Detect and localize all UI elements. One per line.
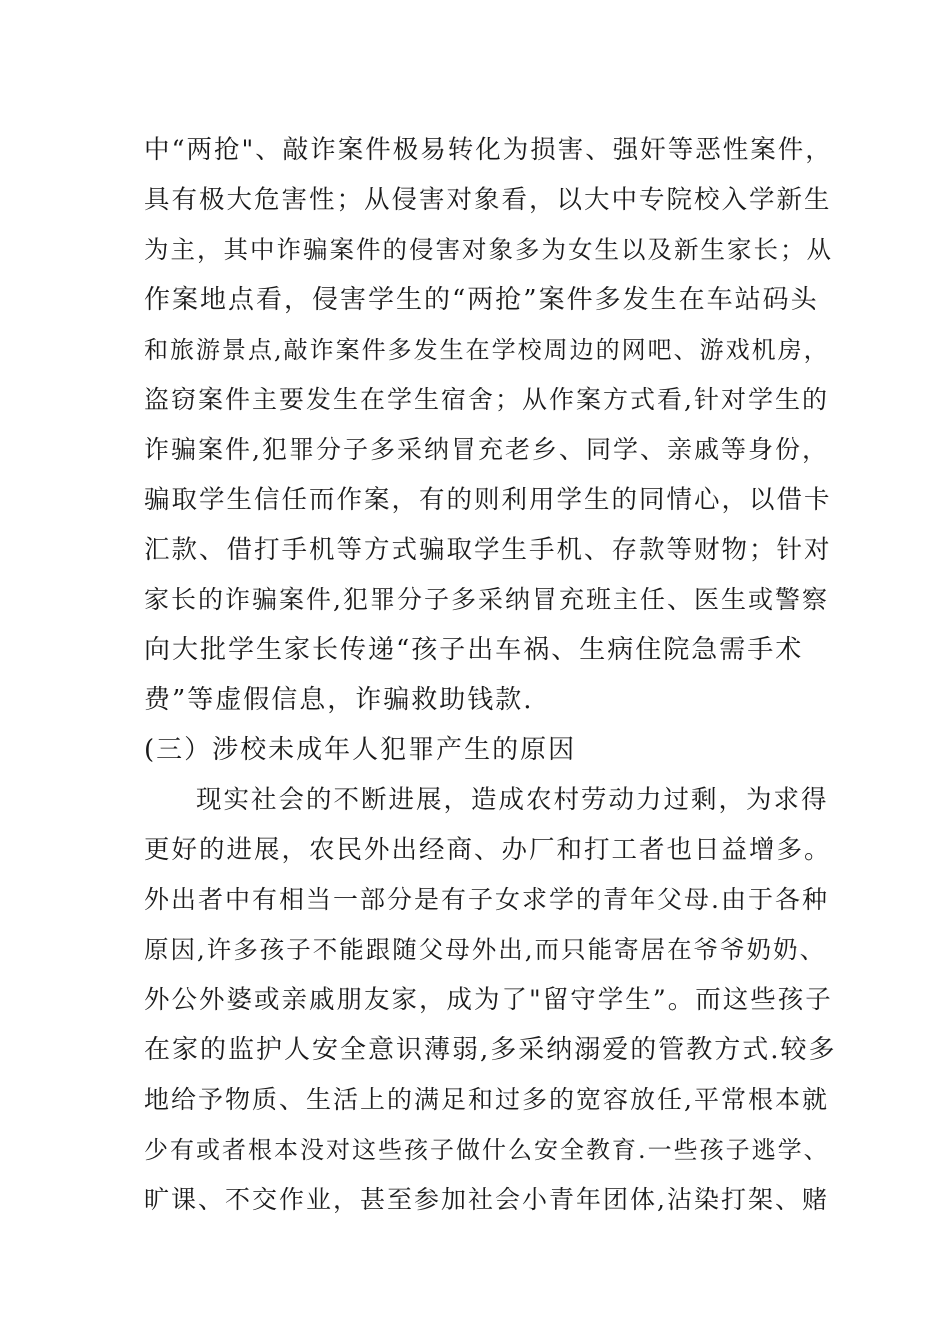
text-line: 诈骗案件,犯罪分子多采纳冒充老乡、同学、亲戚等身份， [144,435,829,464]
text-line: 具有极大危害性；从侵害对象看，以大中专院校入学新生 [144,185,832,215]
text-line: 向大批学生家长传递“孩子出车祸、生病住院急需手术 [144,635,804,665]
text-line: 作案地点看，侵害学生的“两抢”案件多发生在车站码头 [144,285,819,315]
text-line: 骗取学生信任而作案，有的则利用学生的同情心，以借卡 [144,485,832,515]
text-line: 少有或者根本没对这些孩子做什么安全教育.一些孩子逃学、 [144,1136,830,1164]
section-heading: (三）涉校未成年人犯罪产生的原因 [144,735,577,765]
text-line: 更好的进展，农民外出经商、办厂和打工者也日益增多。 [144,835,832,865]
text-line: 旷课、不交作业，甚至参加社会小青年团体,沾染打架、赌 [144,1185,829,1214]
paragraph-first-line: 现实社会的不断进展，造成农村劳动力过剩，为求得 [196,785,829,815]
text-line: 中“两抢"、敲诈案件极易转化为损害、强奸等恶性案件， [144,135,833,165]
text-line: 在家的监护人安全意识薄弱,多采纳溺爱的管教方式.较多 [144,1035,837,1065]
text-line: 为主，其中诈骗案件的侵害对象多为女生以及新生家长；从 [144,235,833,264]
text-line: 外公外婆或亲戚朋友家，成为了"留守学生”。而这些孩子 [144,985,833,1015]
text-line: 费”等虚假信息，诈骗救助钱款. [144,685,534,715]
text-line: 汇款、借打手机等方式骗取学生手机、存款等财物；针对 [144,535,832,565]
text-line: 地给予物质、生活上的满足和过多的宽容放任,平常根本就 [144,1085,829,1114]
text-line: 外出者中有相当一部分是有子女求学的青年父母.由于各种 [144,885,829,914]
text-line: 原因,许多孩子不能跟随父母外出,而只能寄居在爷爷奶奶、 [144,935,827,964]
text-line: 盗窃案件主要发生在学生宿舍；从作案方式看,针对学生的 [144,385,829,414]
text-line: 家长的诈骗案件,犯罪分子多采纳冒充班主任、医生或警察 [144,585,829,614]
text-line: 和旅游景点,敲诈案件多发生在学校周边的网吧、游戏机房， [144,336,830,364]
